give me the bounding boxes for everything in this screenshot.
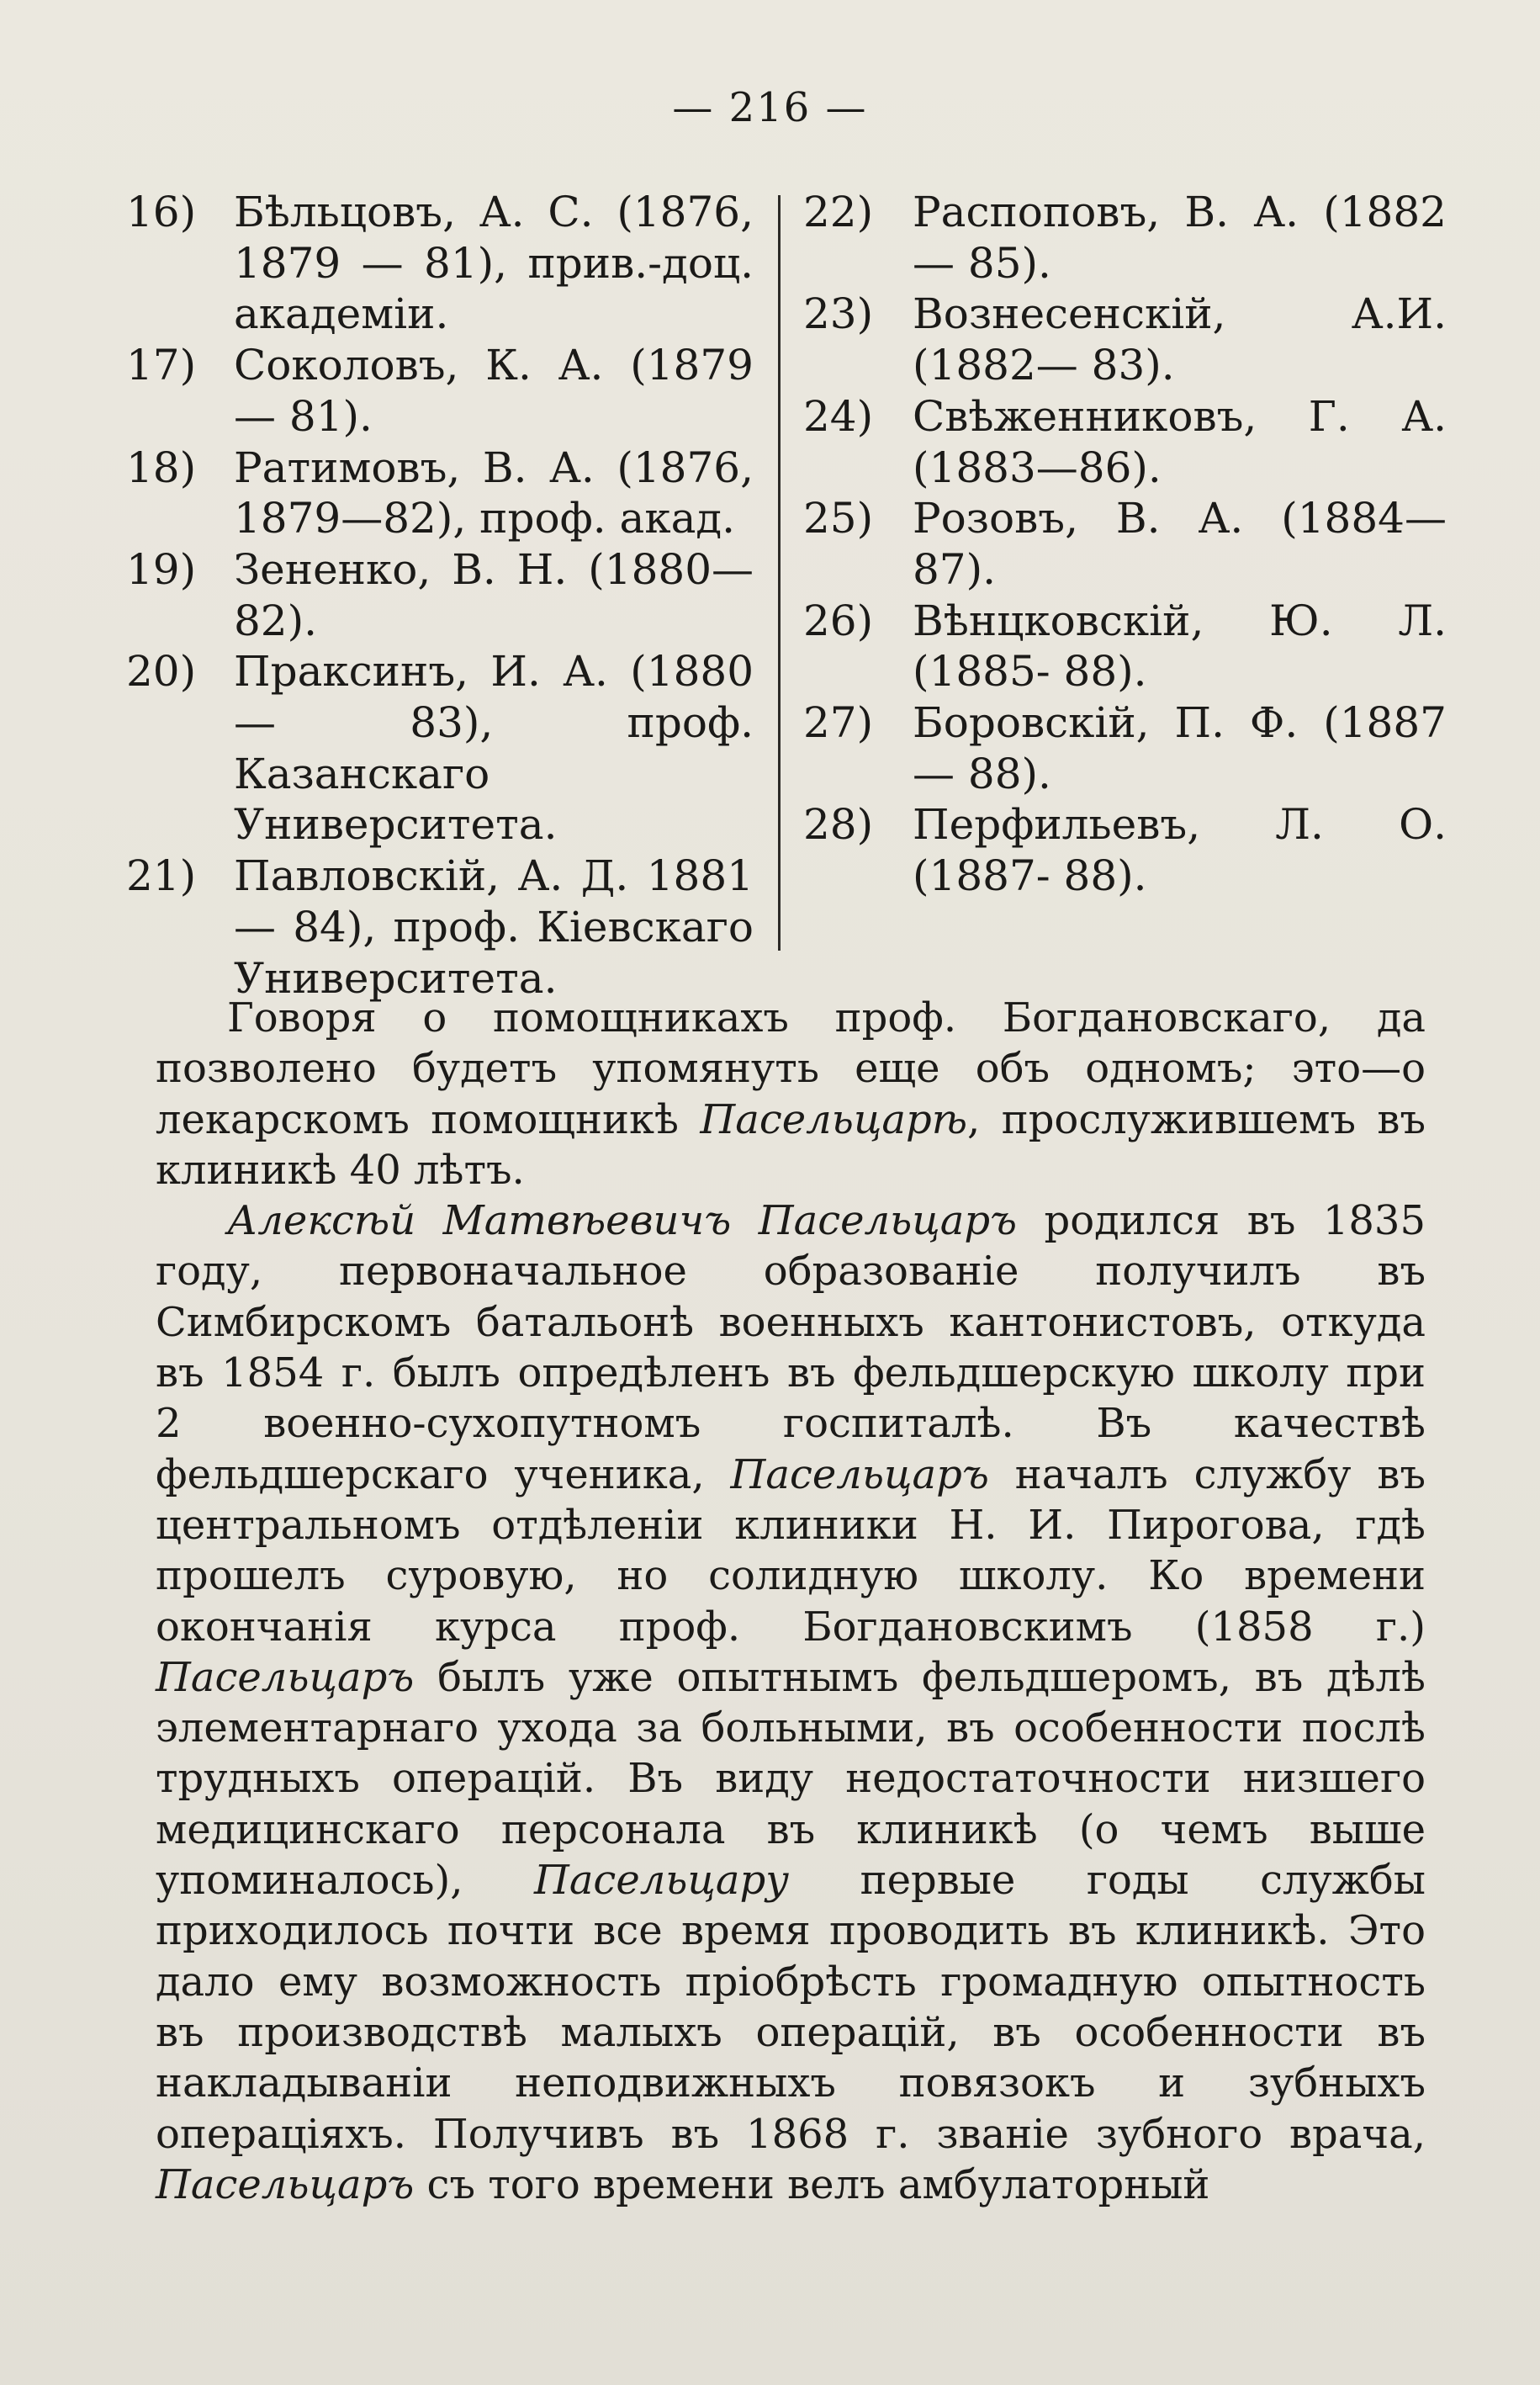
- list-item: [803, 697, 1447, 799]
- list-item-number: 28): [803, 800, 874, 850]
- italic-name: Пасельцаръ: [156, 2160, 415, 2208]
- list-item-text: Розовъ, В. А. (1884— 87).: [913, 494, 1447, 594]
- paragraph-text: родился въ 1835 году, первоначальное образованіе получилъ въ Симбирскомъ батальонѣ военныхъ кантонистовъ, откуда въ 1854 г. былъ опредѣленъ въ фельдшерскую школу при 2 военно-сухопутномъ госпиталѣ. Въ качествѣ фельдшерскаго ученика,: [156, 1197, 1426, 1498]
- list-item: [126, 443, 754, 544]
- list-item-text: Зененко, В. Н. (1880— 82).: [234, 544, 754, 645]
- list-item: [126, 544, 754, 646]
- list-item-text: Павловскій, А. Д. 1881— 84), проф. Кіевскаго Университета.: [234, 851, 754, 1003]
- italic-name: Алексѣй Матвѣевичъ Пасельцаръ: [227, 1197, 1018, 1245]
- body-text: [156, 993, 1426, 2210]
- list-item-number: 21): [126, 851, 197, 901]
- list-item-number: 27): [803, 698, 874, 748]
- list-item-number: 19): [126, 544, 197, 594]
- list-item-text: Перфильевъ, Л. О. (1887- 88).: [913, 800, 1447, 901]
- list-item: [803, 289, 1447, 390]
- column-divider: [778, 195, 781, 951]
- list-item-number: 16): [126, 188, 197, 236]
- paragraph-intro: [156, 993, 1426, 1195]
- page-number: — 216 —: [672, 84, 868, 131]
- list-item-text: Боровскій, П. Ф. (1887— 88).: [913, 698, 1447, 798]
- list-item-number: 25): [803, 494, 874, 543]
- assistants-list: [126, 187, 1447, 1003]
- italic-name: Пасельцарѣ: [700, 1095, 968, 1143]
- list-item: [803, 187, 1447, 289]
- list-item: [126, 340, 754, 442]
- paragraph-text: былъ уже опытнымъ фельдшеромъ, въ дѣлѣ элементарнаго ухода за больными, въ особенности послѣ трудныхъ операцій. Въ виду недостаточности низшего медицинскаго персонала въ клиникѣ (о чемъ выше упоминалось),: [156, 1653, 1426, 1905]
- paragraph-text: съ того времени велъ амбулаторный: [414, 2160, 1210, 2208]
- list-item-number: 18): [126, 443, 197, 492]
- italic-name: Пасельцаръ: [730, 1450, 989, 1498]
- list-item-number: 26): [803, 596, 874, 645]
- paragraph-text: первые годы службы приходилось почти все время проводить въ клиникѣ. Это дало ему возможность пріобрѣсть громадную опытность въ производствѣ малыхъ операцій, въ особенности въ накладываніи неподвижныхъ повязокъ и зубныхъ операціяхъ. Получивъ въ 1868 г. званіе зубного врача,: [156, 1857, 1426, 2158]
- list-item-text: Вознесенскій, А.И.(1882— 83).: [913, 289, 1447, 390]
- list-column-left: [126, 187, 754, 1004]
- list-item: [126, 187, 754, 340]
- list-item-text: Вѣнцковскій, Ю. Л. (1885- 88).: [913, 596, 1447, 697]
- list-item: [126, 851, 754, 1004]
- italic-name: Пасельцару: [533, 1857, 790, 1905]
- paragraph-text: , прослужившемъ въ клиникѣ 40 лѣтъ.: [156, 1095, 1426, 1194]
- list-item-text: Ратимовъ, В. А. (1876, 1879—82), проф. акад.: [234, 443, 754, 543]
- list-item: [126, 646, 754, 851]
- list-item-number: 22): [803, 188, 874, 236]
- list-item: [803, 391, 1447, 493]
- list-column-right: [803, 187, 1447, 902]
- list-item: [803, 493, 1447, 595]
- list-item-text: Бѣльцовъ, А. С. (1876, 1879 — 81), прив.-доц. академіи.: [234, 188, 754, 339]
- list-item-number: 23): [803, 289, 874, 339]
- list-item-number: 24): [803, 391, 874, 441]
- paragraph-biography: [156, 1195, 1426, 2210]
- list-item: [803, 799, 1447, 901]
- paragraph-text: Говоря о помощникахъ проф. Богдановскаго, да позволено будетъ упомянуть еще объ одномъ; это—о лекарскомъ помощникѣ: [156, 994, 1426, 1143]
- list-item-number: 20): [126, 647, 197, 697]
- list-item: [803, 596, 1447, 697]
- italic-name: Пасельцаръ: [156, 1653, 415, 1701]
- paragraph-text: началъ службу въ центральномъ отдѣленіи клиники Н. И. Пирогова, гдѣ прошелъ суровую, но солидную школу. Ко времени окончанія курса проф. Богдановскимъ (1858 г.): [156, 1450, 1426, 1651]
- list-item-text: Соколовъ, К. А. (1879 — 81).: [234, 341, 754, 441]
- list-item-number: 17): [126, 341, 197, 390]
- list-item-text: Свѣженниковъ, Г. А. (1883—86).: [913, 391, 1447, 492]
- list-item-text: Праксинъ, И. А. (1880— 83), проф. Казанскаго Университета.: [234, 647, 754, 850]
- list-item-text: Распоповъ, В. А. (1882— 85).: [913, 188, 1447, 288]
